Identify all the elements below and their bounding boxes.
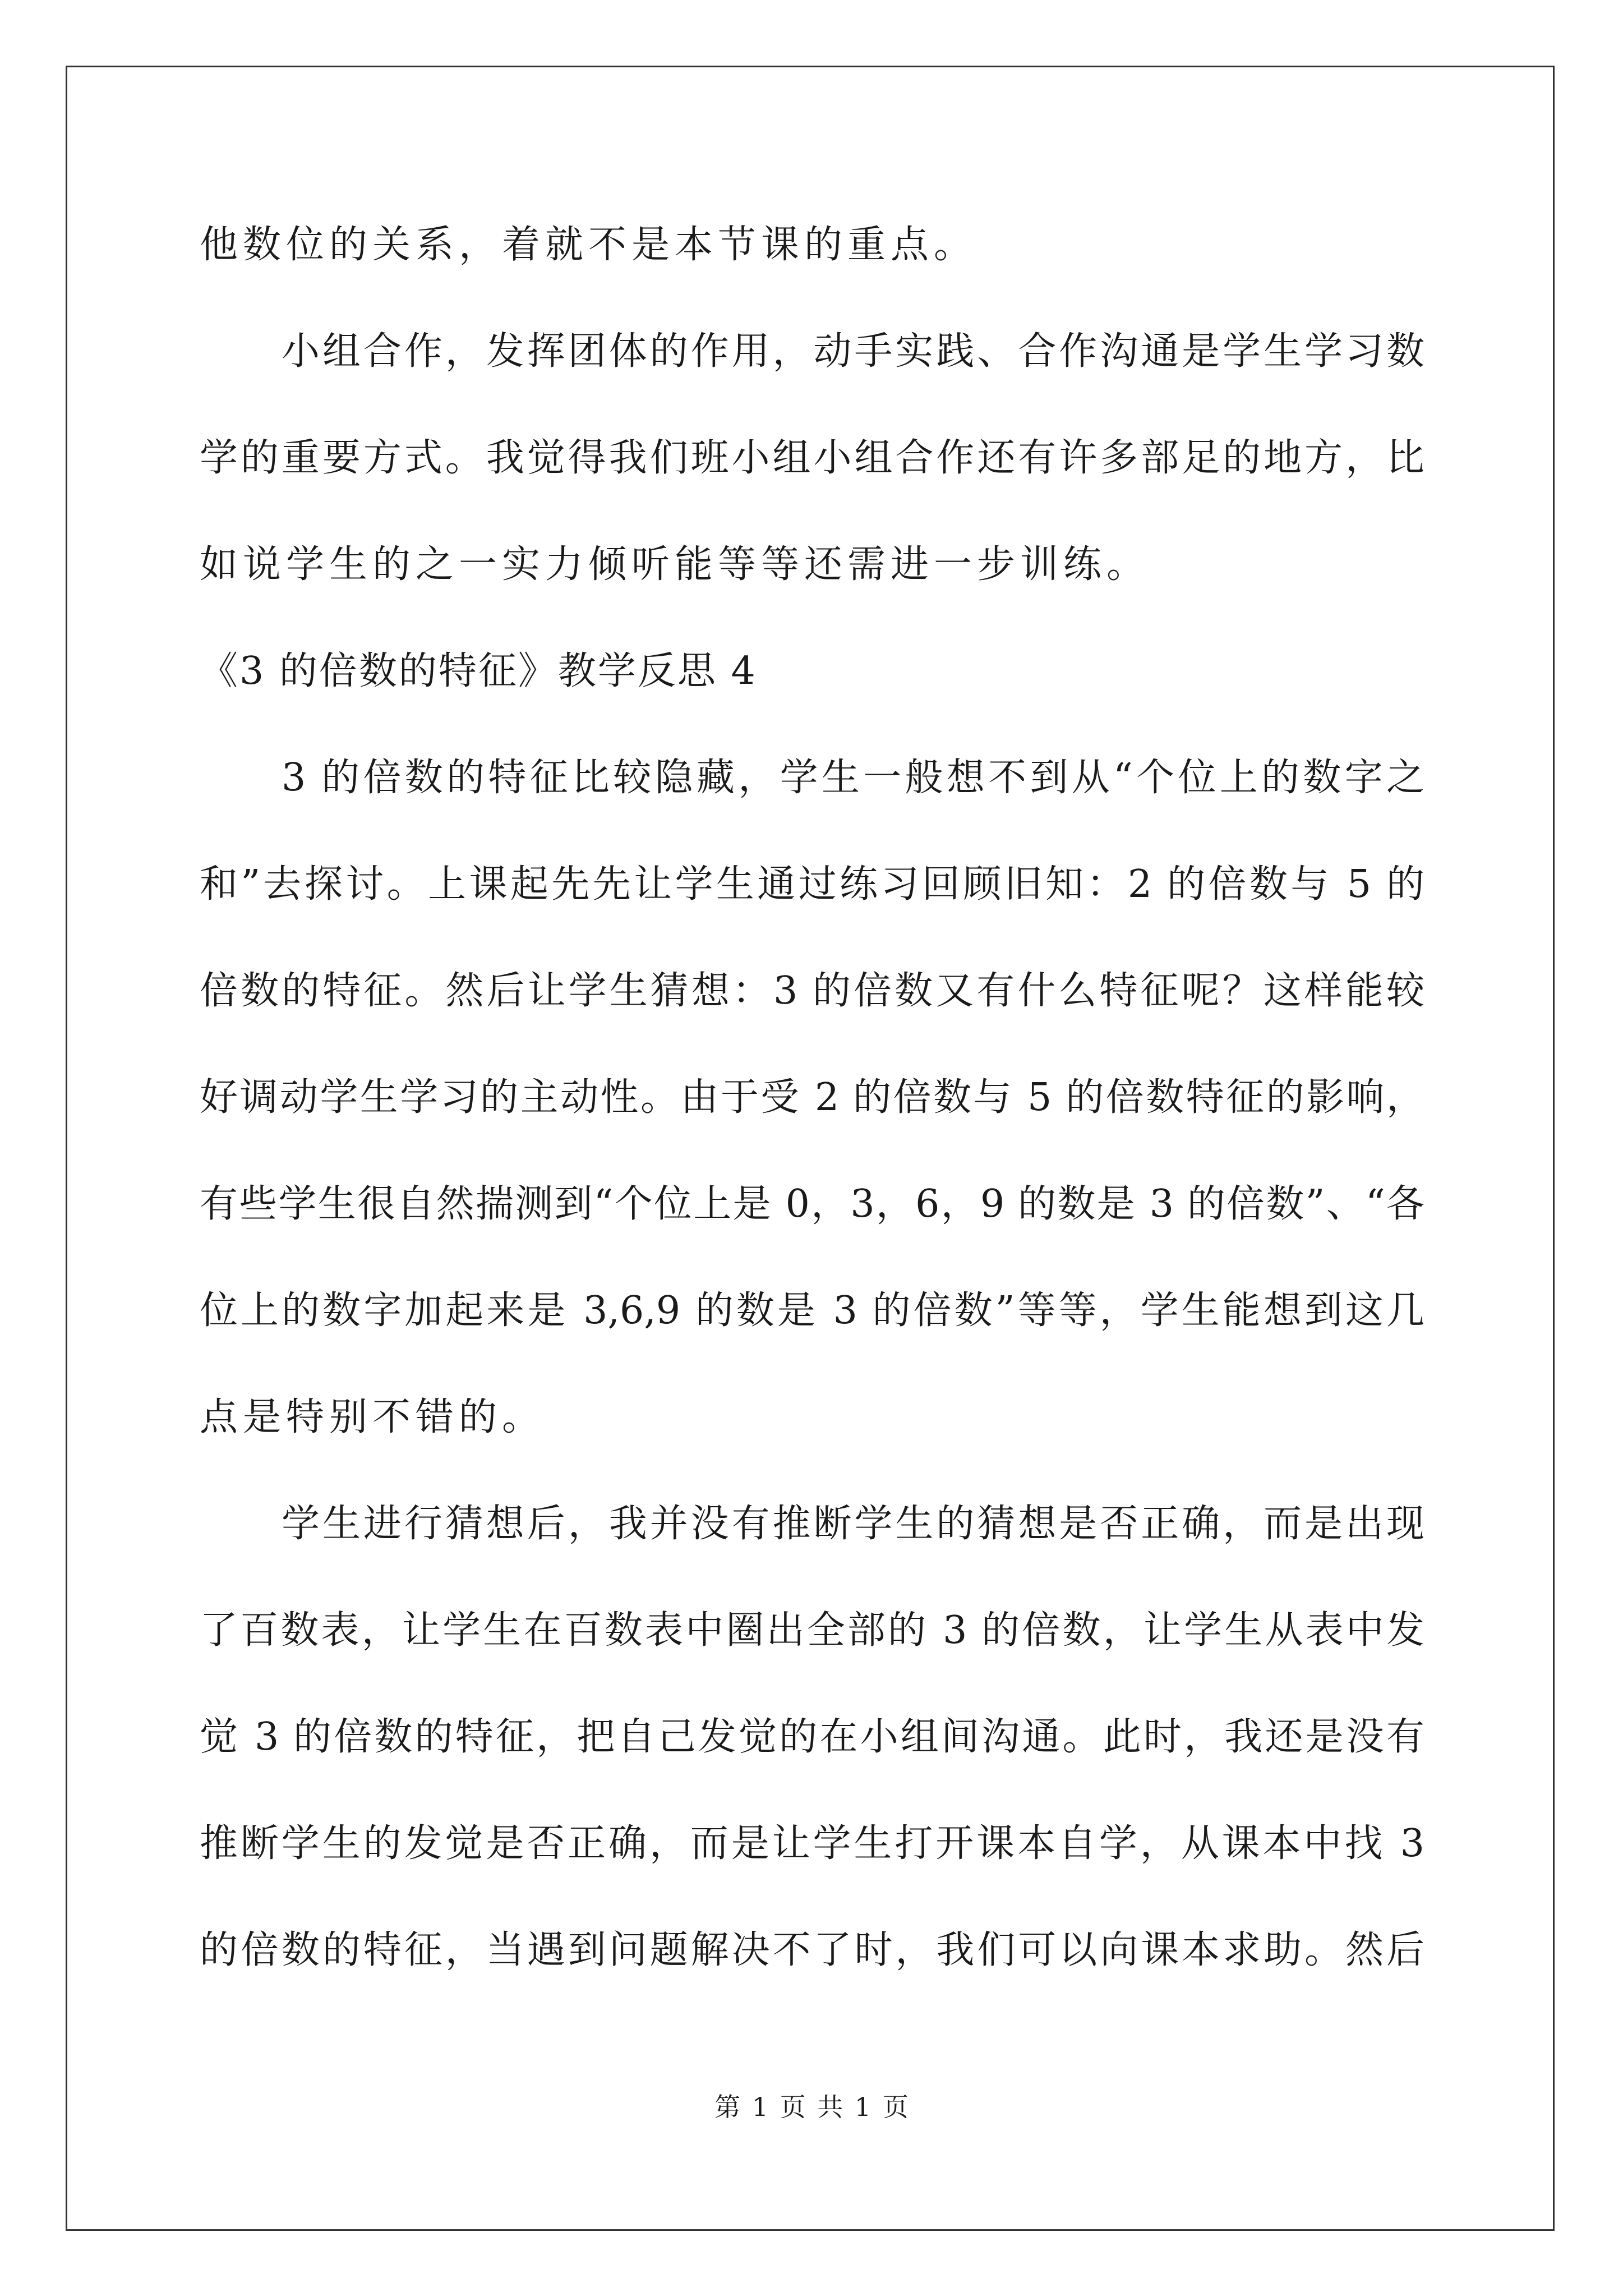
paragraph-line: 和”去探讨。上课起先先让学生通过练习回顾旧知：2 的倍数与 5 的 (200, 862, 1424, 907)
paragraph-line: 学生进行猜想后，我并没有推断学生的猜想是否正确，而是出现 (282, 1502, 1424, 1546)
paragraph-line: 有些学生很自然揣测到“个位上是 0，3，6，9 的数是 3 的倍数”、“各 (200, 1182, 1424, 1226)
paragraph-line: 了百数表，让学生在百数表中圈出全部的 3 的倍数，让学生从表中发 (200, 1608, 1424, 1653)
paragraph-line: 如说学生的之一实力倾听能等等还需进一步训练。 (200, 542, 1150, 587)
paragraph-line: 好调动学生学习的主动性。由于受 2 的倍数与 5 的倍数特征的影响， (200, 1075, 1424, 1120)
section-heading: 《3 的倍数的特征》教学反思 4 (200, 649, 757, 693)
paragraph-line: 3 的倍数的特征比较隐藏，学生一般想不到从“个位上的数字之 (282, 756, 1424, 800)
paragraph-line: 他数位的关系，着就不是本节课的重点。 (200, 223, 978, 267)
paragraph-line: 倍数的特征。然后让学生猜想：3 的倍数又有什么特征呢？这样能较 (200, 969, 1424, 1013)
paragraph-line: 点是特别不错的。 (200, 1395, 546, 1439)
paragraph-line: 小组合作，发挥团体的作用，动手实践、合作沟通是学生学习数 (282, 329, 1424, 374)
document-body (200, 192, 1424, 2004)
page-footer: 第 1 页 共 1 页 (714, 2092, 909, 2122)
paragraph-line: 的倍数的特征，当遇到问题解决不了时，我们可以向课本求助。然后 (200, 1928, 1424, 1972)
paragraph-line: 学的重要方式。我觉得我们班小组小组合作还有许多部足的地方，比 (200, 436, 1424, 480)
paragraph-line: 推断学生的发觉是否正确，而是让学生打开课本自学，从课本中找 3 (200, 1821, 1424, 1866)
paragraph-line: 位上的数字加起来是 3,6,9 的数是 3 的倍数”等等，学生能想到这几 (200, 1289, 1424, 1333)
paragraph-line: 觉 3 的倍数的特征，把自己发觉的在小组间沟通。此时，我还是没有 (200, 1715, 1424, 1759)
